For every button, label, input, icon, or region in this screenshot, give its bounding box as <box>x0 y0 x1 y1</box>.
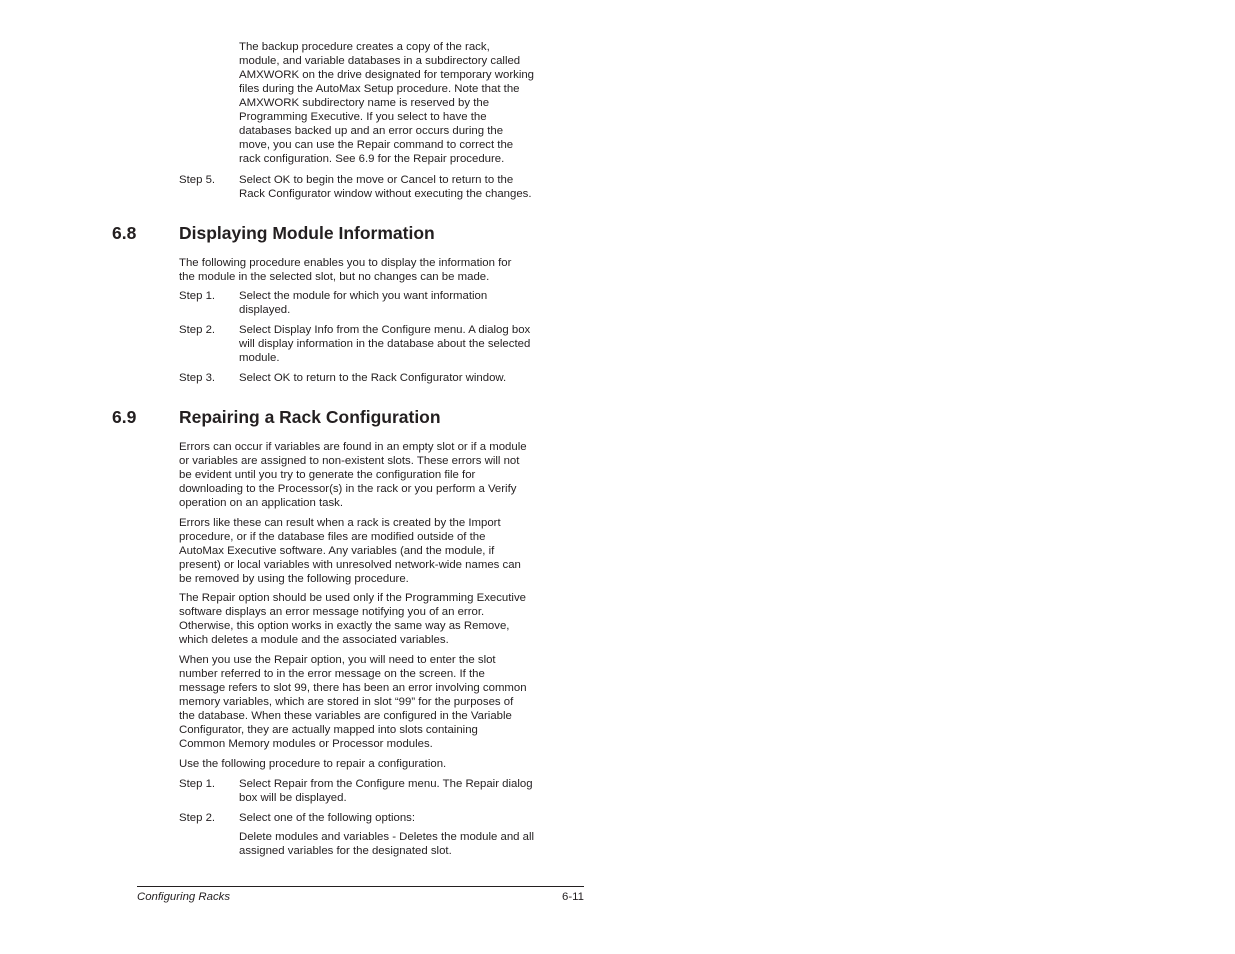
text-line: Errors can occur if variables are found in an empty slot or if a module <box>179 441 527 453</box>
paragraph <box>179 757 569 771</box>
step-text <box>239 811 569 825</box>
text-line: files during the AutoMax Setup procedure. Note that the <box>239 83 520 95</box>
text-line: Rack Configurator window without executing the changes. <box>239 188 532 200</box>
text-line: number referred to in the error message on the screen. If the <box>179 668 485 680</box>
text-line: present) or local variables with unresolved network-wide names can <box>179 559 521 571</box>
text-line: be evident until you try to generate the configuration file for <box>179 469 476 481</box>
step-text <box>239 323 569 365</box>
intro-paragraph <box>239 40 569 166</box>
text-line: Programming Executive. If you select to have the <box>239 111 487 123</box>
section-title: Repairing a Rack Configuration <box>179 407 441 427</box>
paragraph <box>179 516 569 586</box>
footer-rule <box>137 886 584 887</box>
text-line: AMXWORK on the drive designated for temporary working <box>239 69 535 81</box>
text-line: Otherwise, this option works in exactly the same way as Remove, <box>179 620 510 632</box>
text-line: the database. When these variables are configured in the Variable <box>179 710 512 722</box>
text-line: The backup procedure creates a copy of the rack, <box>239 41 490 53</box>
text-line: module, and variable databases in a subdirectory called <box>239 55 521 67</box>
text-line: memory variables, which are stored in slot “99” for the purposes of <box>179 696 514 708</box>
paragraph <box>179 591 569 647</box>
text-line: be removed by using the following procedure. <box>179 573 409 585</box>
text-line: rack configuration. See 6.9 for the Repair procedure. <box>239 153 505 165</box>
text-line: Errors like these can result when a rack is created by the Import <box>179 517 501 529</box>
step-text <box>239 371 569 385</box>
text-line: message refers to slot 99, there has been an error involving common <box>179 682 527 694</box>
step-label: Step 5. <box>179 174 216 186</box>
step-label: Step 1. <box>179 778 216 790</box>
paragraph <box>179 440 569 510</box>
text-line: Select the module for which you want information <box>239 290 488 302</box>
text-line: operation on an application task. <box>179 497 344 509</box>
text-line: Common Memory modules or Processor modules. <box>179 738 433 750</box>
text-line: AutoMax Executive software. Any variables (and the module, if <box>179 545 495 557</box>
section-number: 6.9 <box>112 407 137 427</box>
step-label: Step 2. <box>179 324 216 336</box>
section-number: 6.8 <box>112 223 137 243</box>
step-text <box>239 173 569 201</box>
step-label: Step 2. <box>179 812 216 824</box>
text-line: Configurator, they are actually mapped into slots containing <box>179 724 478 736</box>
footer-chapter-title: Configuring Racks <box>137 891 231 903</box>
step-label: Step 3. <box>179 372 216 384</box>
step-text <box>239 777 569 805</box>
text-line: move, you can use the Repair command to correct the <box>239 139 514 151</box>
text-line: Select OK to return to the Rack Configurator window. <box>239 372 507 384</box>
option-description <box>239 830 569 858</box>
text-line: When you use the Repair option, you will need to enter the slot <box>179 654 496 666</box>
step-text <box>239 289 569 317</box>
text-line: Select OK to begin the move or Cancel to return to the <box>239 174 514 186</box>
text-line: displayed. <box>239 304 291 316</box>
text-line: assigned variables for the designated slot. <box>239 845 452 857</box>
section-title: Displaying Module Information <box>179 223 435 243</box>
text-line: box will be displayed. <box>239 792 347 804</box>
text-line: The Repair option should be used only if the Programming Executive <box>179 592 526 604</box>
text-line: software displays an error message notifying you of an error. <box>179 606 485 618</box>
text-line: which deletes a module and the associated variables. <box>179 634 449 646</box>
text-line: Select one of the following options: <box>239 812 416 824</box>
text-line: will display information in the database about the selected <box>239 338 531 350</box>
text-line: module. <box>239 352 280 364</box>
text-line: downloading to the Processor(s) in the rack or you perform a Verify <box>179 483 517 495</box>
text-line: Use the following procedure to repair a configuration. <box>179 758 447 770</box>
text-line: or variables are assigned to non-existent slots. These errors will not <box>179 455 520 467</box>
text-line: Select Repair from the Configure menu. The Repair dialog <box>239 778 533 790</box>
page-number: 6-11 <box>562 891 584 903</box>
text-line: Select Display Info from the Configure menu. A dialog box <box>239 324 531 336</box>
text-line: The following procedure enables you to display the information for <box>179 257 512 269</box>
text-line: Delete modules and variables - Deletes the module and all <box>239 831 535 843</box>
text-line: procedure, or if the database files are modified outside of the <box>179 531 486 543</box>
text-line: databases backed up and an error occurs during the <box>239 125 504 137</box>
paragraph <box>179 653 569 751</box>
text-line: AMXWORK subdirectory name is reserved by the <box>239 97 490 109</box>
step-label: Step 1. <box>179 290 216 302</box>
text-line: the module in the selected slot, but no changes can be made. <box>179 271 490 283</box>
section-intro <box>179 256 569 284</box>
